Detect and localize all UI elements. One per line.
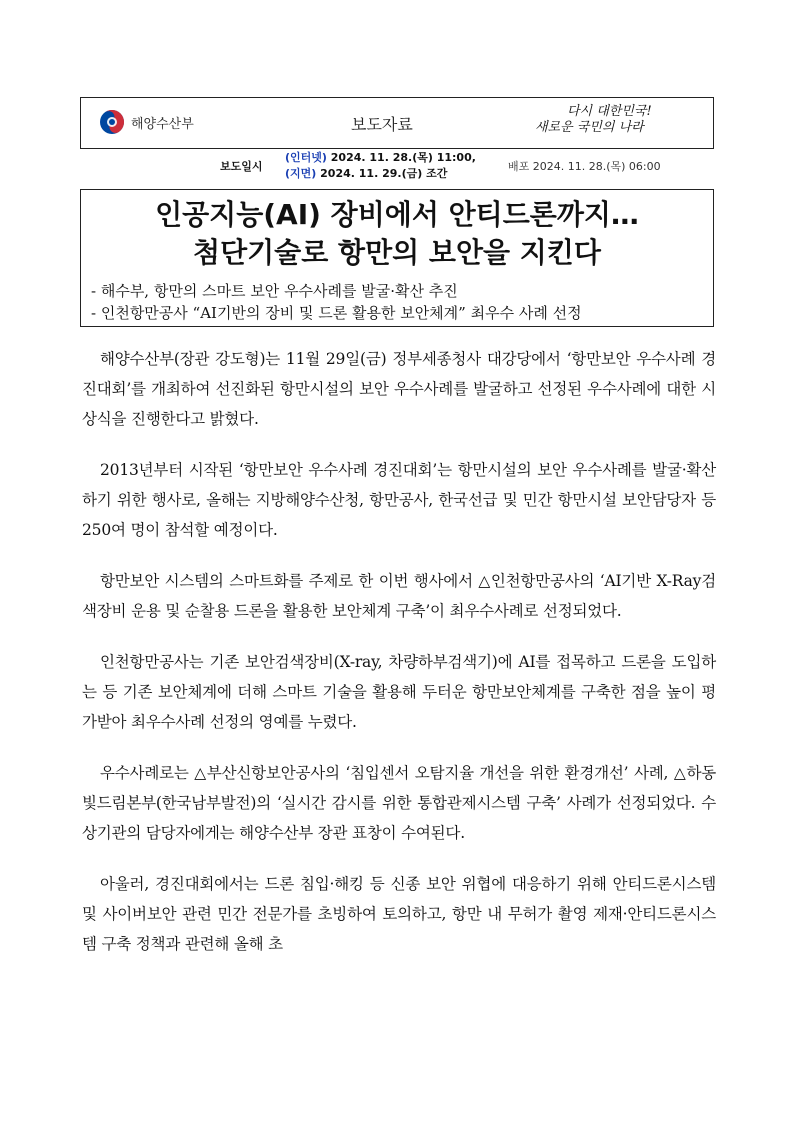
paragraph: 항만보안 시스템의 스마트화를 주제로 한 이번 행사에서 △인천항만공사의 ‘AI기반 X-Ray검색장비 운용 및 순찰용 드론을 활용한 보안체계 구축’이 최우수사례로 선정되었다. <box>82 572 716 620</box>
taegeuk-icon <box>99 109 125 135</box>
ministry-logo <box>99 109 194 135</box>
slogan-line-2: 새로운 국민의 나라 <box>535 120 644 135</box>
headline-line-2: 첨단기술로 항만의 보안을 지킨다 <box>193 236 601 269</box>
paragraph: 2013년부터 시작된 ‘항만보안 우수사례 경진대회’는 항만시설의 보안 우수사례를 발굴·확산하기 위한 행사로, 올해는 지방해양수산청, 항만공사, 한국선급 및 민간 항만시설 보안담당자 등 250여 명이 참석할 예정이다. <box>82 461 716 539</box>
title-box <box>80 189 714 327</box>
subtitle-1: - 해수부, 항만의 스마트 보안 우수사례를 발굴·확산 추진 <box>91 282 458 300</box>
paragraph: 인천항만공사는 기존 보안검색장비(X-ray, 차량하부검색기)에 AI를 접목하고 드론을 도입하는 등 기존 보안체계에 더해 스마트 기술을 활용해 두터운 항만보안체계를 구축한 점을 높이 평가받아 최우수사례 선정의 영예를 누렸다. <box>82 653 716 731</box>
article-body <box>82 344 716 980</box>
print-time: 2024. 11. 29.(금) 조간 <box>320 167 448 180</box>
internet-tag: (인터넷) <box>285 151 327 164</box>
slogan-line-1: 다시 대한민국! <box>567 104 652 119</box>
paragraph: 해양수산부(장관 강도형)는 11월 29일(금) 정부세종청사 대강당에서 ‘항만보안 우수사례 경진대회’를 개최하여 선진화된 항만시설의 보안 우수사례를 발굴하고 선정된 우수사례에 대한 시상식을 진행한다고 밝혔다. <box>82 350 716 428</box>
slogan <box>535 104 685 136</box>
distribution-time: 배포 2024. 11. 28.(목) 06:00 <box>508 160 661 173</box>
headline <box>81 196 713 272</box>
headline-line-1: 인공지능(AI) 장비에서 안티드론까지… <box>155 198 639 231</box>
release-label: 보도일시 <box>220 160 263 173</box>
print-tag: (지면) <box>285 167 317 180</box>
subtitles <box>91 280 582 324</box>
subtitle-2: - 인천항만공사 “AI기반의 장비 및 드론 활용한 보안체계” 최우수 사례 선정 <box>91 304 582 322</box>
ministry-name: 해양수산부 <box>131 116 194 132</box>
release-info <box>80 150 714 184</box>
release-times <box>285 150 476 182</box>
paragraph: 아울러, 경진대회에서는 드론 침입·해킹 등 신종 보안 위협에 대응하기 위해 안티드론시스템 및 사이버보안 관련 민간 전문가를 초빙하여 토의하고, 항만 내 무허가 촬영 제재·안티드론시스템 구축 정책과 관련해 올해 초 <box>82 875 716 953</box>
paragraph: 우수사례로는 △부산신항보안공사의 ‘침입센서 오탐지율 개선을 위한 환경개선’ 사례, △하동빛드림본부(한국남부발전)의 ‘실시간 감시를 위한 통합관제시스템 구축’ 사례가 선정되었다. 수상기관의 담당자에게는 해양수산부 장관 표창이 수여된다. <box>82 764 716 842</box>
header-box <box>80 97 714 149</box>
internet-time: 2024. 11. 28.(목) 11:00, <box>330 151 476 164</box>
doc-type: 보도자료 <box>351 115 413 134</box>
